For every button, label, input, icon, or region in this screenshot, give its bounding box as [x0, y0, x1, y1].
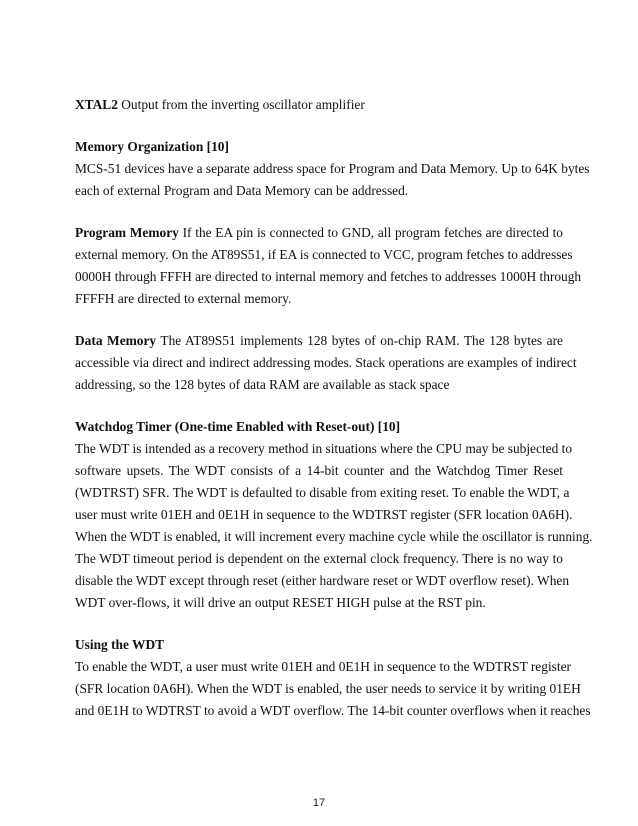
- watchdog-line: The WDT timeout period is dependent on the external clock frequency. There is no way to: [75, 551, 563, 566]
- data-memory-line: addressing, so the 128 bytes of data RAM are available as stack space: [75, 377, 450, 392]
- watchdog-line: disable the WDT except through reset (either hardware reset or WDT overflow reset). When: [75, 573, 570, 588]
- watchdog-line: software upsets. The WDT consists of a 14-bit counter and the Watchdog Timer Reset: [75, 463, 563, 478]
- program-memory-line: 0000H through FFFH are directed to internal memory and fetches to addresses 1000H through: [75, 269, 582, 284]
- memory-organization-line: MCS-51 devices have a separate address space for Program and Data Memory. Up to 64K bytes: [75, 161, 590, 176]
- data-memory-text: The AT89S51 implements 128 bytes of on-chip RAM. The 128 bytes are: [156, 333, 563, 348]
- using-wdt-line: To enable the WDT, a user must write 01EH and 0E1H in sequence to the WDTRST register: [75, 659, 572, 674]
- program-memory-line: FFFFH are directed to external memory.: [75, 291, 292, 306]
- watchdog-heading: Watchdog Timer (One-time Enabled with Reset-out) [10]: [75, 419, 401, 434]
- watchdog-line: When the WDT is enabled, it will increment every machine cycle while the oscillator is running.: [75, 529, 593, 544]
- program-memory-text: If the EA pin is connected to GND, all program fetches are directed to: [178, 225, 563, 240]
- data-memory-line: accessible via direct and indirect addressing modes. Stack operations are examples of indirect: [75, 355, 577, 370]
- xtal2-paragraph: [75, 94, 563, 116]
- memory-organization-line: each of external Program and Data Memory can be addressed.: [75, 183, 409, 198]
- program-memory-line: [75, 222, 563, 244]
- using-wdt-line: (SFR location 0A6H). When the WDT is enabled, the user needs to service it by writing 01EH: [75, 681, 581, 696]
- watchdog-line: WDT over-flows, it will drive an output RESET HIGH pulse at the RST pin.: [75, 595, 486, 610]
- page-number: 17: [312, 797, 326, 809]
- data-memory-line: [75, 330, 563, 352]
- data-memory-term: Data Memory: [75, 333, 157, 348]
- using-wdt-line: and 0E1H to WDTRST to avoid a WDT overflow. The 14-bit counter overflows when it reaches: [75, 703, 591, 718]
- xtal2-term: XTAL2: [75, 97, 118, 112]
- page-content: [75, 94, 593, 722]
- watchdog-line: user must write 01EH and 0E1H in sequence to the WDTRST register (SFR location 0A6H).: [75, 507, 573, 522]
- watchdog-line: (WDTRST) SFR. The WDT is defaulted to disable from exiting reset. To enable the WDT, a: [75, 485, 570, 500]
- using-wdt-heading: Using the WDT: [75, 637, 165, 652]
- program-memory-line: external memory. On the AT89S51, if EA is connected to VCC, program fetches to addresses: [75, 247, 573, 262]
- program-memory-term: Program Memory: [75, 225, 179, 240]
- watchdog-line: The WDT is intended as a recovery method in situations where the CPU may be subjected to: [75, 441, 573, 456]
- xtal2-text: Output from the inverting oscillator amplifier: [117, 97, 365, 112]
- memory-organization-heading: Memory Organization [10]: [75, 139, 229, 154]
